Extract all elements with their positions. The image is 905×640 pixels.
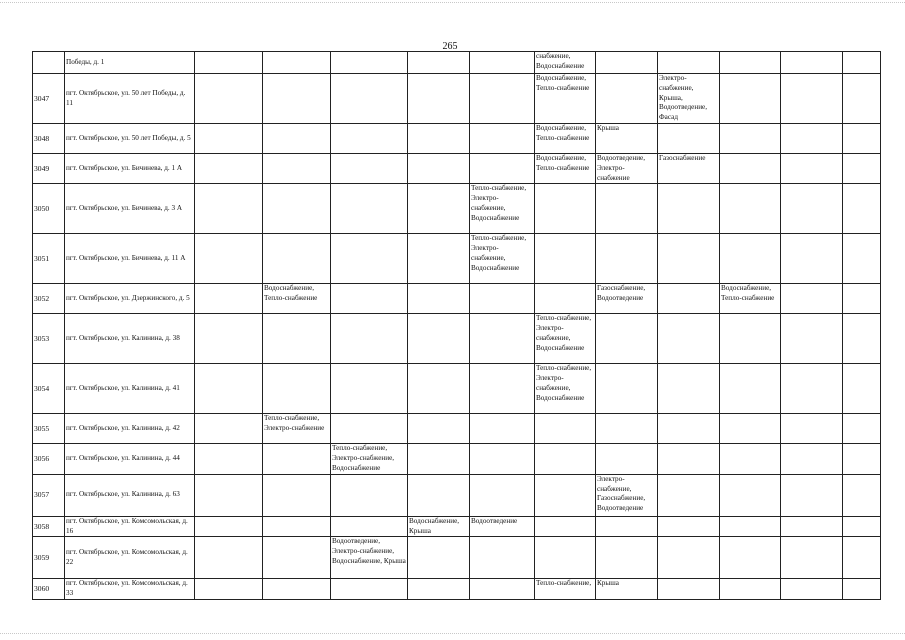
work-cell <box>195 314 263 364</box>
table-row <box>33 474 881 516</box>
work-cell <box>195 444 263 474</box>
table-row <box>33 154 881 184</box>
row-number-cell: 3048 <box>33 124 65 154</box>
work-cell <box>596 184 658 234</box>
work-cell <box>843 234 881 284</box>
row-number-cell: 3050 <box>33 184 65 234</box>
work-cell <box>720 124 781 154</box>
work-cell <box>720 444 781 474</box>
address-cell: пгт. Октябрьское, ул. Калинина, д. 63 <box>65 474 195 516</box>
work-cell <box>470 314 535 364</box>
work-cell <box>658 444 720 474</box>
row-number-cell <box>33 52 65 74</box>
table-row <box>33 414 881 444</box>
work-cell <box>535 444 596 474</box>
work-cell <box>658 364 720 414</box>
work-cell <box>195 52 263 74</box>
work-cell <box>263 154 331 184</box>
work-cell <box>195 154 263 184</box>
work-cell <box>720 474 781 516</box>
table-row <box>33 284 881 314</box>
work-cell <box>535 184 596 234</box>
work-cell <box>535 414 596 444</box>
address-cell: пгт. Октябрьское, ул. Калинина, д. 41 <box>65 364 195 414</box>
work-cell <box>263 537 331 579</box>
work-cell: Водоснабжение, Тепло-снабжение <box>535 74 596 124</box>
work-cell <box>720 364 781 414</box>
address-cell: пгт. Октябрьское, ул. Бичинева, д. 11 А <box>65 234 195 284</box>
work-cell: Водоснабжение, Тепло-снабжение <box>535 124 596 154</box>
work-cell <box>195 474 263 516</box>
work-cell <box>195 579 263 600</box>
work-cell <box>535 516 596 537</box>
work-cell <box>263 364 331 414</box>
row-number-cell: 3055 <box>33 414 65 444</box>
work-cell <box>331 579 408 600</box>
work-cell <box>195 516 263 537</box>
row-number-cell: 3060 <box>33 579 65 600</box>
work-cell: Газоснабжение <box>658 154 720 184</box>
row-number-cell: 3053 <box>33 314 65 364</box>
work-cell <box>408 314 470 364</box>
work-cell <box>263 474 331 516</box>
address-cell: пгт. Октябрьское, ул. 50 лет Победы, д. 11 <box>65 74 195 124</box>
work-cell <box>720 579 781 600</box>
row-number-cell: 3054 <box>33 364 65 414</box>
work-cell <box>720 516 781 537</box>
work-cell <box>843 74 881 124</box>
address-cell: пгт. Октябрьское, ул. Бичинева, д. 3 А <box>65 184 195 234</box>
work-cell <box>195 364 263 414</box>
work-cell <box>720 537 781 579</box>
work-cell: Водоснабжение, Тепло-снабжение <box>535 154 596 184</box>
row-number-cell: 3059 <box>33 537 65 579</box>
work-cell <box>720 314 781 364</box>
work-cell <box>658 537 720 579</box>
table-row <box>33 52 881 74</box>
row-number-cell: 3049 <box>33 154 65 184</box>
work-cell <box>408 414 470 444</box>
work-cell <box>535 537 596 579</box>
work-cell <box>470 579 535 600</box>
work-cell <box>658 516 720 537</box>
work-cell <box>331 154 408 184</box>
address-cell: пгт. Октябрьское, ул. Комсомольская, д. 33 <box>65 579 195 600</box>
work-cell <box>263 74 331 124</box>
work-cell <box>720 184 781 234</box>
work-cell: Крыша <box>596 124 658 154</box>
work-cell <box>658 414 720 444</box>
work-cell <box>195 284 263 314</box>
work-cell <box>470 414 535 444</box>
work-cell <box>843 314 881 364</box>
table-row <box>33 74 881 124</box>
work-cell <box>408 184 470 234</box>
work-cell <box>408 234 470 284</box>
row-number-cell: 3056 <box>33 444 65 474</box>
table-row <box>33 184 881 234</box>
address-cell: Победы, д. 1 <box>65 52 195 74</box>
work-cell <box>843 52 881 74</box>
work-cell: Газоснабжение, Водоотведение <box>596 284 658 314</box>
work-cell: Водоснабжение, Тепло-снабжение <box>263 284 331 314</box>
work-cell <box>408 74 470 124</box>
row-number-cell: 3051 <box>33 234 65 284</box>
work-cell <box>843 579 881 600</box>
work-cell <box>843 284 881 314</box>
work-cell <box>843 364 881 414</box>
table-row <box>33 234 881 284</box>
work-cell <box>195 184 263 234</box>
work-cell <box>781 579 843 600</box>
work-cell <box>720 234 781 284</box>
work-cell <box>195 537 263 579</box>
work-cell <box>658 184 720 234</box>
work-cell <box>596 414 658 444</box>
work-cell <box>781 234 843 284</box>
work-cell <box>596 444 658 474</box>
work-cell: Водоснабжение, Тепло-снабжение <box>720 284 781 314</box>
table-row <box>33 516 881 537</box>
work-cell: Крыша <box>596 579 658 600</box>
work-cell <box>331 364 408 414</box>
work-cell <box>263 184 331 234</box>
work-cell <box>843 184 881 234</box>
table-row <box>33 364 881 414</box>
row-number-cell: 3058 <box>33 516 65 537</box>
work-cell <box>720 52 781 74</box>
work-cell <box>843 444 881 474</box>
work-cell <box>535 234 596 284</box>
work-cell: Тепло-снабжение, Электро-снабжение, Водоснабжение <box>535 364 596 414</box>
address-cell: пгт. Октябрьское, ул. Бичинева, д. 1 А <box>65 154 195 184</box>
work-cell <box>331 474 408 516</box>
work-cell <box>408 52 470 74</box>
work-cell: снабжение, Водоснабжение <box>535 52 596 74</box>
work-cell <box>470 537 535 579</box>
work-cell <box>331 124 408 154</box>
registry-body <box>33 52 881 600</box>
table-row <box>33 314 881 364</box>
work-cell: Тепло-снабжение, <box>535 579 596 600</box>
work-cell <box>470 124 535 154</box>
work-cell <box>781 364 843 414</box>
work-cell <box>408 474 470 516</box>
work-cell <box>781 52 843 74</box>
work-cell <box>843 154 881 184</box>
work-cell <box>658 124 720 154</box>
work-cell <box>781 124 843 154</box>
work-cell: Водоотведение <box>470 516 535 537</box>
work-cell <box>408 444 470 474</box>
work-cell <box>596 74 658 124</box>
work-cell: Водоотведение, Электро-снабжение <box>596 154 658 184</box>
address-cell: пгт. Октябрьское, ул. Калинина, д. 44 <box>65 444 195 474</box>
work-cell <box>658 314 720 364</box>
work-cell: Тепло-снабжение, Электро-снабжение <box>263 414 331 444</box>
work-cell <box>408 284 470 314</box>
work-cell <box>470 444 535 474</box>
work-cell <box>843 516 881 537</box>
work-cell <box>331 414 408 444</box>
work-cell: Водоснабжение, Крыша <box>408 516 470 537</box>
address-cell: пгт. Октябрьское, ул. Дзержинского, д. 5 <box>65 284 195 314</box>
work-cell <box>596 234 658 284</box>
address-cell: пгт. Октябрьское, ул. Комсомольская, д. 22 <box>65 537 195 579</box>
work-cell <box>781 314 843 364</box>
work-cell <box>781 154 843 184</box>
work-cell <box>470 52 535 74</box>
work-cell <box>720 154 781 184</box>
work-cell <box>195 234 263 284</box>
work-cell <box>843 474 881 516</box>
work-cell <box>331 516 408 537</box>
work-cell <box>195 74 263 124</box>
address-cell: пгт. Октябрьское, ул. Калинина, д. 38 <box>65 314 195 364</box>
work-cell <box>331 52 408 74</box>
work-cell <box>331 284 408 314</box>
work-cell <box>263 234 331 284</box>
address-cell: пгт. Октябрьское, ул. Комсомольская, д. 16 <box>65 516 195 537</box>
page-number: 265 <box>442 41 458 52</box>
work-cell <box>470 474 535 516</box>
work-cell <box>596 314 658 364</box>
work-cell <box>781 184 843 234</box>
table-row <box>33 579 881 600</box>
scan-edge-top <box>0 2 905 5</box>
row-number-cell: 3047 <box>33 74 65 124</box>
scan-edge-bottom <box>0 633 905 636</box>
work-cell <box>408 154 470 184</box>
work-cell <box>195 124 263 154</box>
work-cell <box>781 516 843 537</box>
work-cell <box>263 579 331 600</box>
work-cell <box>408 124 470 154</box>
work-cell <box>596 52 658 74</box>
work-cell <box>408 579 470 600</box>
work-cell <box>331 74 408 124</box>
table-row <box>33 124 881 154</box>
work-cell <box>658 52 720 74</box>
work-cell <box>470 284 535 314</box>
work-cell <box>470 74 535 124</box>
table-row <box>33 537 881 579</box>
work-cell <box>781 284 843 314</box>
work-cell <box>331 184 408 234</box>
work-cell <box>263 52 331 74</box>
work-cell: Тепло-снабжение, Электро-снабжение, Водоснабжение <box>331 444 408 474</box>
address-cell: пгт. Октябрьское, ул. Калинина, д. 42 <box>65 414 195 444</box>
work-cell <box>658 234 720 284</box>
work-cell <box>781 444 843 474</box>
work-cell: Тепло-снабжение, Электро-снабжение, Водоснабжение <box>470 184 535 234</box>
work-cell <box>470 364 535 414</box>
work-cell <box>781 74 843 124</box>
work-cell <box>535 474 596 516</box>
work-cell <box>843 124 881 154</box>
work-cell <box>331 234 408 284</box>
work-cell <box>781 474 843 516</box>
work-cell <box>781 537 843 579</box>
work-cell <box>781 414 843 444</box>
work-cell: Тепло-снабжение, Электро-снабжение, Водоснабжение <box>535 314 596 364</box>
work-cell <box>263 124 331 154</box>
work-cell <box>263 444 331 474</box>
work-cell <box>195 414 263 444</box>
work-cell: Водоотведение, Электро-снабжение, Водоснабжение, Крыша <box>331 537 408 579</box>
row-number-cell: 3052 <box>33 284 65 314</box>
work-cell <box>408 537 470 579</box>
work-cell <box>596 537 658 579</box>
work-cell <box>331 314 408 364</box>
work-cell <box>658 474 720 516</box>
work-cell <box>263 516 331 537</box>
work-cell <box>408 364 470 414</box>
table-row <box>33 444 881 474</box>
work-cell <box>535 284 596 314</box>
row-number-cell: 3057 <box>33 474 65 516</box>
work-cell <box>470 154 535 184</box>
work-cell <box>596 364 658 414</box>
work-cell: Электро-снабжение, Крыша, Водоотведение, Фасад <box>658 74 720 124</box>
work-cell <box>658 579 720 600</box>
work-cell <box>658 284 720 314</box>
work-cell <box>843 537 881 579</box>
work-cell <box>596 516 658 537</box>
work-cell: Электро-снабжение, Газоснабжение, Водоотведение <box>596 474 658 516</box>
work-cell <box>263 314 331 364</box>
work-cell: Тепло-снабжение, Электро-снабжение, Водоснабжение <box>470 234 535 284</box>
work-cell <box>843 414 881 444</box>
address-cell: пгт. Октябрьское, ул. 50 лет Победы, д. 5 <box>65 124 195 154</box>
work-cell <box>720 414 781 444</box>
work-cell <box>720 74 781 124</box>
registry-table <box>32 51 881 600</box>
